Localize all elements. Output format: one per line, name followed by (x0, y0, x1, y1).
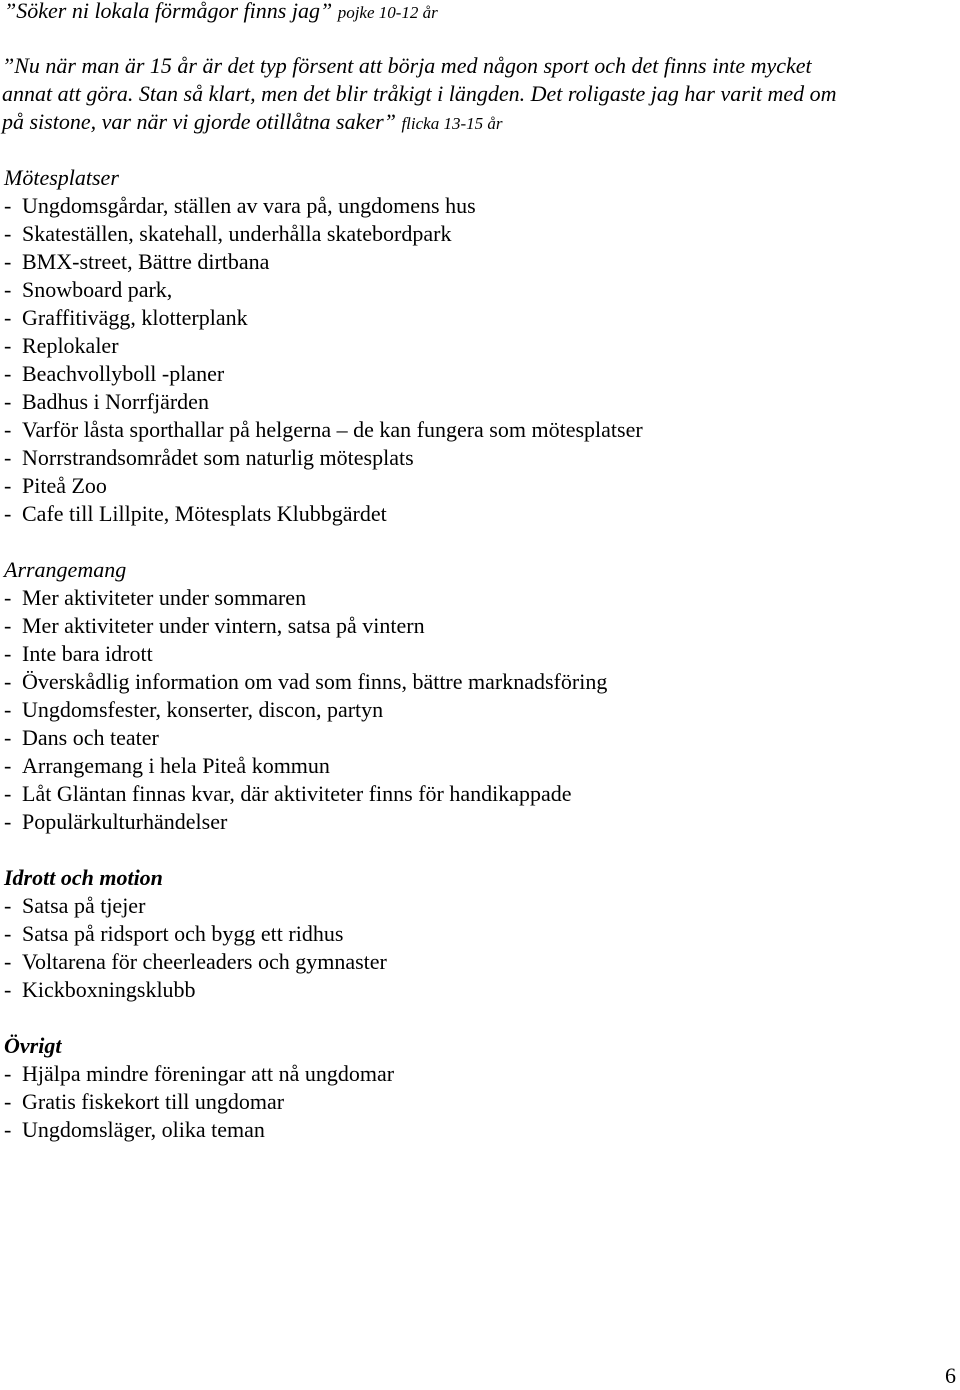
list-item: - Gratis fiskekort till ungdomar (4, 1089, 285, 1114)
list-item: - Mer aktiviteter under sommaren (4, 585, 307, 610)
list-item-text: Snowboard park, (22, 277, 173, 302)
section-heading: Övrigt (4, 1033, 62, 1058)
list-item: - Inte bara idrott (4, 641, 153, 666)
list-item: - Satsa på ridsport och bygg ett ridhus (4, 921, 344, 946)
list-item-text: Gratis fiskekort till ungdomar (22, 1089, 285, 1114)
quote-boy (4, 0, 438, 27)
section-list (4, 892, 387, 1004)
list-item: - Ungdomsgårdar, ställen av vara på, ungdomens hus (4, 193, 476, 218)
list-item: - Snowboard park, (4, 277, 173, 302)
list-item-text: Voltarena för cheerleaders och gymnaster (22, 949, 387, 974)
quote-boy-attribution: pojke 10-12 år (337, 3, 438, 22)
list-item: - Beachvollyboll -planer (4, 361, 225, 386)
section-ovrigt (4, 1032, 394, 1144)
quote-girl-line-3-text: på sistone, var när vi gjorde otillåtna saker” (2, 109, 396, 134)
list-item: - Skateställen, skatehall, underhålla skatebordpark (4, 221, 452, 246)
quote-girl-line-1: ”Nu när man är 15 år är det typ försent att börja med någon sport och det finns inte mycket (2, 53, 812, 78)
section-heading: Mötesplatser (4, 165, 119, 190)
section-idrott-och-motion (4, 864, 387, 1004)
list-item-text: Mer aktiviteter under vintern, satsa på vintern (22, 613, 425, 638)
quote-girl-line-3 (2, 108, 837, 138)
list-item-text: Kickboxningsklubb (22, 977, 196, 1002)
list-item: - Populärkulturhändelser (4, 809, 228, 834)
list-item: - Replokaler (4, 333, 119, 358)
page-number: 6 (945, 1363, 956, 1388)
list-item-text: Replokaler (22, 333, 119, 358)
list-item: - Badhus i Norrfjärden (4, 389, 209, 414)
quote-girl-attribution: flicka 13-15 år (401, 114, 503, 133)
section-list (4, 1060, 394, 1144)
list-item-text: Ungdomsläger, olika teman (22, 1117, 265, 1142)
list-item-text: Badhus i Norrfjärden (22, 389, 209, 414)
list-item-text: Överskådlig information om vad som finns, bättre marknadsföring (22, 669, 608, 694)
list-item: - Varför låsta sporthallar på helgerna – de kan fungera som mötesplatser (4, 417, 643, 442)
section-list (4, 192, 643, 528)
list-item: - Kickboxningsklubb (4, 977, 196, 1002)
list-item-text: Skateställen, skatehall, underhålla skatebordpark (22, 221, 452, 246)
list-item-text: Varför låsta sporthallar på helgerna – de kan fungera som mötesplatser (22, 417, 643, 442)
list-item: - Satsa på tjejer (4, 893, 146, 918)
list-item: - Dans och teater (4, 725, 159, 750)
list-item-text: Arrangemang i hela Piteå kommun (22, 753, 330, 778)
list-item-text: Graffitivägg, klotterplank (22, 305, 248, 330)
list-item: - Cafe till Lillpite, Mötesplats Klubbgärdet (4, 501, 387, 526)
list-item-text: Satsa på tjejer (22, 893, 146, 918)
quote-boy-text: ”Söker ni lokala förmågor finns jag” (4, 0, 333, 23)
list-item: - BMX-street, Bättre dirtbana (4, 249, 270, 274)
list-item: - Låt Gläntan finnas kvar, där aktiviteter finns för handikappade (4, 781, 572, 806)
list-item-text: Satsa på ridsport och bygg ett ridhus (22, 921, 344, 946)
list-item-text: Ungdomsgårdar, ställen av vara på, ungdomens hus (22, 193, 476, 218)
list-item-text: Hjälpa mindre föreningar att nå ungdomar (22, 1061, 395, 1086)
quote-girl-line-2: annat att göra. Stan så klart, men det blir tråkigt i längden. Det roligaste jag har varit med om (2, 81, 837, 106)
list-item-text: Dans och teater (22, 725, 159, 750)
section-heading: Idrott och motion (4, 865, 163, 890)
list-item-text: Ungdomsfester, konserter, discon, partyn (22, 697, 384, 722)
quote-girl (2, 52, 837, 138)
list-item-text: BMX-street, Bättre dirtbana (22, 249, 270, 274)
section-arrangemang (4, 556, 607, 836)
list-item-text: Cafe till Lillpite, Mötesplats Klubbgärdet (22, 501, 387, 526)
list-item: - Piteå Zoo (4, 473, 107, 498)
list-item: - Hjälpa mindre föreningar att nå ungdomar (4, 1061, 395, 1086)
list-item: - Mer aktiviteter under vintern, satsa på vintern (4, 613, 425, 638)
list-item-text: Mer aktiviteter under sommaren (22, 585, 307, 610)
list-item: - Graffitivägg, klotterplank (4, 305, 248, 330)
list-item-text: Norrstrandsområdet som naturlig mötesplats (22, 445, 414, 470)
section-list (4, 584, 607, 836)
list-item: - Voltarena för cheerleaders och gymnaster (4, 949, 387, 974)
section-heading: Arrangemang (4, 557, 127, 582)
list-item-text: Beachvollyboll -planer (22, 361, 225, 386)
list-item-text: Inte bara idrott (22, 641, 153, 666)
list-item-text: Låt Gläntan finnas kvar, där aktiviteter finns för handikappade (22, 781, 572, 806)
list-item: - Överskådlig information om vad som finns, bättre marknadsföring (4, 669, 608, 694)
list-item: - Norrstrandsområdet som naturlig mötesplats (4, 445, 414, 470)
list-item: - Ungdomsläger, olika teman (4, 1117, 265, 1142)
list-item: - Arrangemang i hela Piteå kommun (4, 753, 330, 778)
list-item: - Ungdomsfester, konserter, discon, partyn (4, 697, 384, 722)
section-motesplatser (4, 164, 643, 528)
list-item-text: Piteå Zoo (22, 473, 107, 498)
list-item-text: Populärkulturhändelser (22, 809, 228, 834)
